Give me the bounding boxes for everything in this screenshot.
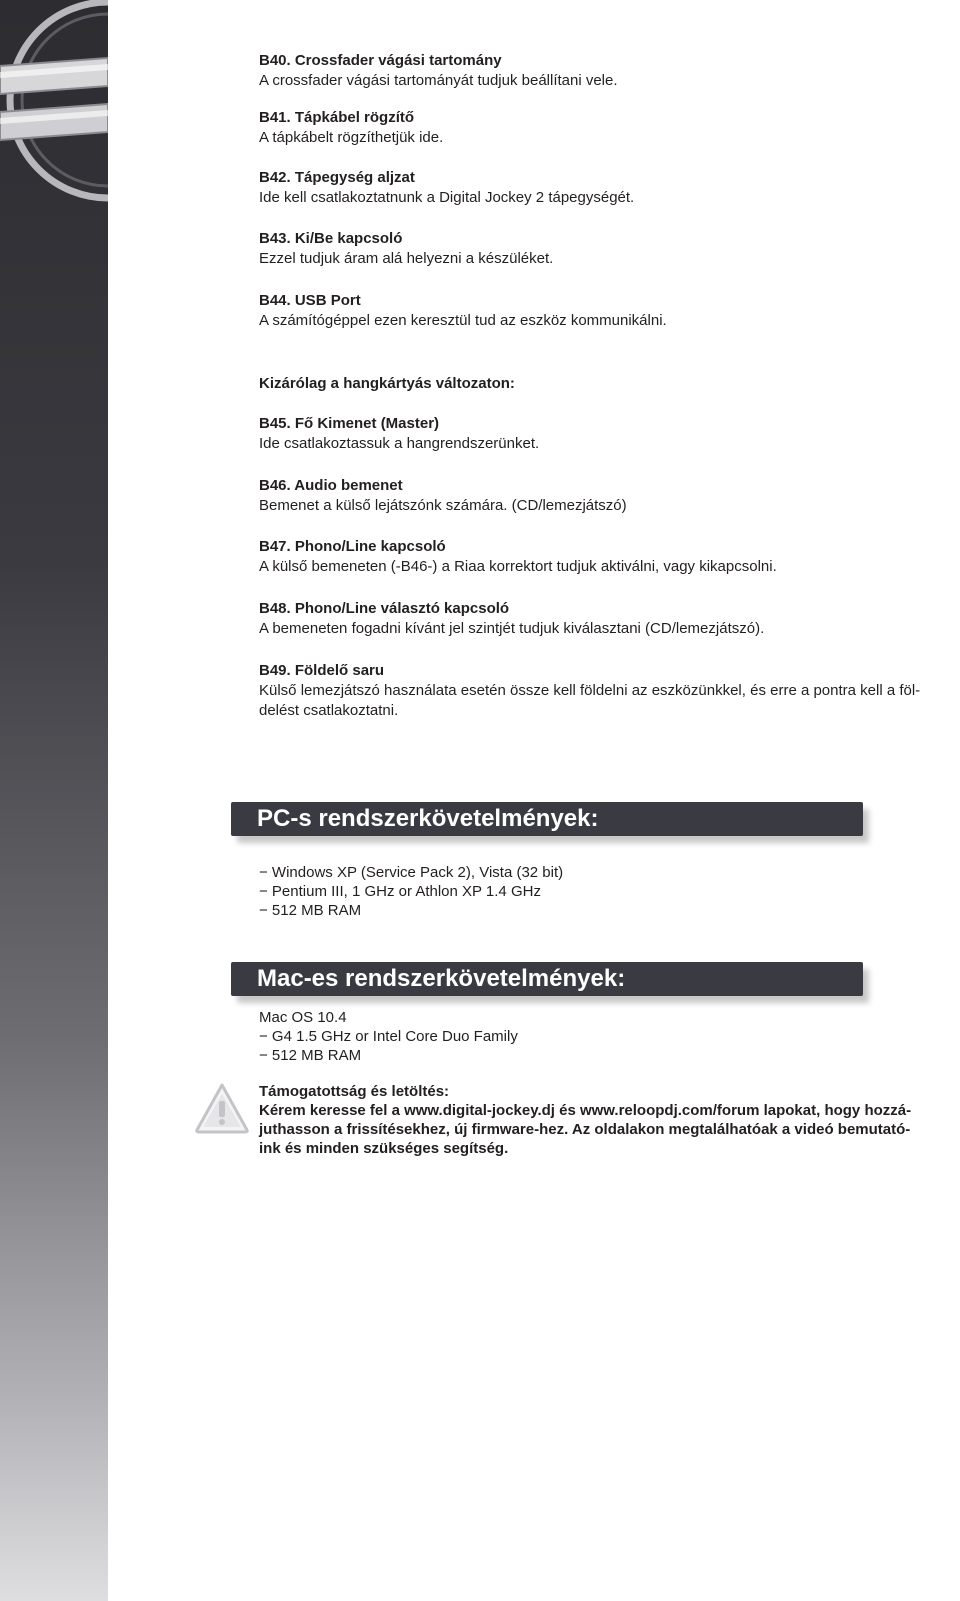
item-b41	[259, 108, 959, 148]
pc-requirements-title: PC-s rendszerkövetelmények:	[257, 805, 599, 832]
soundcard-note: Kizárólag a hangkártyás változaton:	[259, 375, 515, 392]
item-b44	[259, 291, 959, 331]
item-body: Külső lemezjátszó használata esetén össze kell földelni az eszközünkkel, és erre a pontra kell a föl-	[259, 682, 921, 699]
item-body-continued: delést csatlakoztatni.	[259, 702, 399, 719]
item-b40	[259, 51, 959, 91]
support-section	[259, 1082, 959, 1158]
pc-requirements-banner	[231, 802, 863, 836]
list-item: − G4 1.5 GHz or Intel Core Duo Family	[259, 1028, 518, 1045]
item-b49	[259, 661, 959, 721]
warning-triangle-icon	[194, 1082, 250, 1134]
item-body: A bemeneten fogadni kívánt jel szintjét tudjuk kiválasztani (CD/lemezjátszó).	[259, 620, 765, 637]
item-heading: B47. Phono/Line kapcsoló	[259, 538, 446, 555]
item-heading: B42. Tápegység aljzat	[259, 169, 415, 186]
item-b46	[259, 476, 959, 516]
item-heading: B41. Tápkábel rögzítő	[259, 109, 415, 126]
item-heading: B43. Ki/Be kapcsoló	[259, 230, 403, 247]
item-heading: B46. Audio bemenet	[259, 477, 403, 494]
item-b48	[259, 599, 959, 639]
item-heading: B44. USB Port	[259, 292, 361, 309]
support-text-line: juthasson a frissítésekhez, új firmware-hez. Az oldalakon megtalálhatóak a videó bemutató-	[259, 1121, 911, 1138]
item-heading: B49. Földelő saru	[259, 662, 385, 679]
support-title: Támogatottság és letöltés:	[259, 1083, 450, 1100]
list-item: − Pentium III, 1 GHz or Athlon XP 1.4 GHz	[259, 883, 541, 900]
support-text-line: Kérem keresse fel a www.digital-jockey.dj és www.reloopdj.com/forum lapokat, hogy hozzá-	[259, 1102, 912, 1119]
item-body: Ezzel tudjuk áram alá helyezni a készüléket.	[259, 250, 554, 267]
item-b42	[259, 168, 959, 208]
list-item: − 512 MB RAM	[259, 902, 362, 919]
item-body: A tápkábelt rögzíthetjük ide.	[259, 129, 444, 146]
sidebar-strip	[0, 0, 108, 1601]
item-heading: B45. Fő Kimenet (Master)	[259, 415, 440, 432]
item-heading: B40. Crossfader vágási tartomány	[259, 52, 502, 69]
mac-requirements-title: Mac-es rendszerkövetelmények:	[257, 965, 626, 992]
item-body: A külső bemeneten (-B46-) a Riaa korrektort tudjuk aktiválni, vagy kikapcsolni.	[259, 558, 777, 575]
list-item: − 512 MB RAM	[259, 1047, 362, 1064]
item-body: Ide csatlakoztassuk a hangrendszerünket.	[259, 435, 540, 452]
brand-logo-icon	[0, 0, 108, 210]
mac-requirements-banner	[231, 962, 863, 996]
item-body: Ide kell csatlakoztatnunk a Digital Jockey 2 tápegységét.	[259, 189, 635, 206]
item-heading: B48. Phono/Line választó kapcsoló	[259, 600, 510, 617]
item-b45	[259, 414, 959, 454]
item-b43	[259, 229, 959, 269]
item-body: A crossfader vágási tartományát tudjuk beállítani vele.	[259, 72, 618, 89]
item-body: A számítógéppel ezen keresztül tud az eszköz kommunikálni.	[259, 312, 667, 329]
list-item: Mac OS 10.4	[259, 1009, 347, 1026]
pc-requirements-list	[259, 863, 563, 920]
support-text-line: ink és minden szükséges segítség.	[259, 1140, 509, 1157]
item-b47	[259, 537, 959, 577]
item-body: Bemenet a külső lejátszónk számára. (CD/lemezjátszó)	[259, 497, 627, 514]
list-item: − Windows XP (Service Pack 2), Vista (32 bit)	[259, 864, 564, 881]
mac-requirements-list	[259, 1008, 518, 1065]
